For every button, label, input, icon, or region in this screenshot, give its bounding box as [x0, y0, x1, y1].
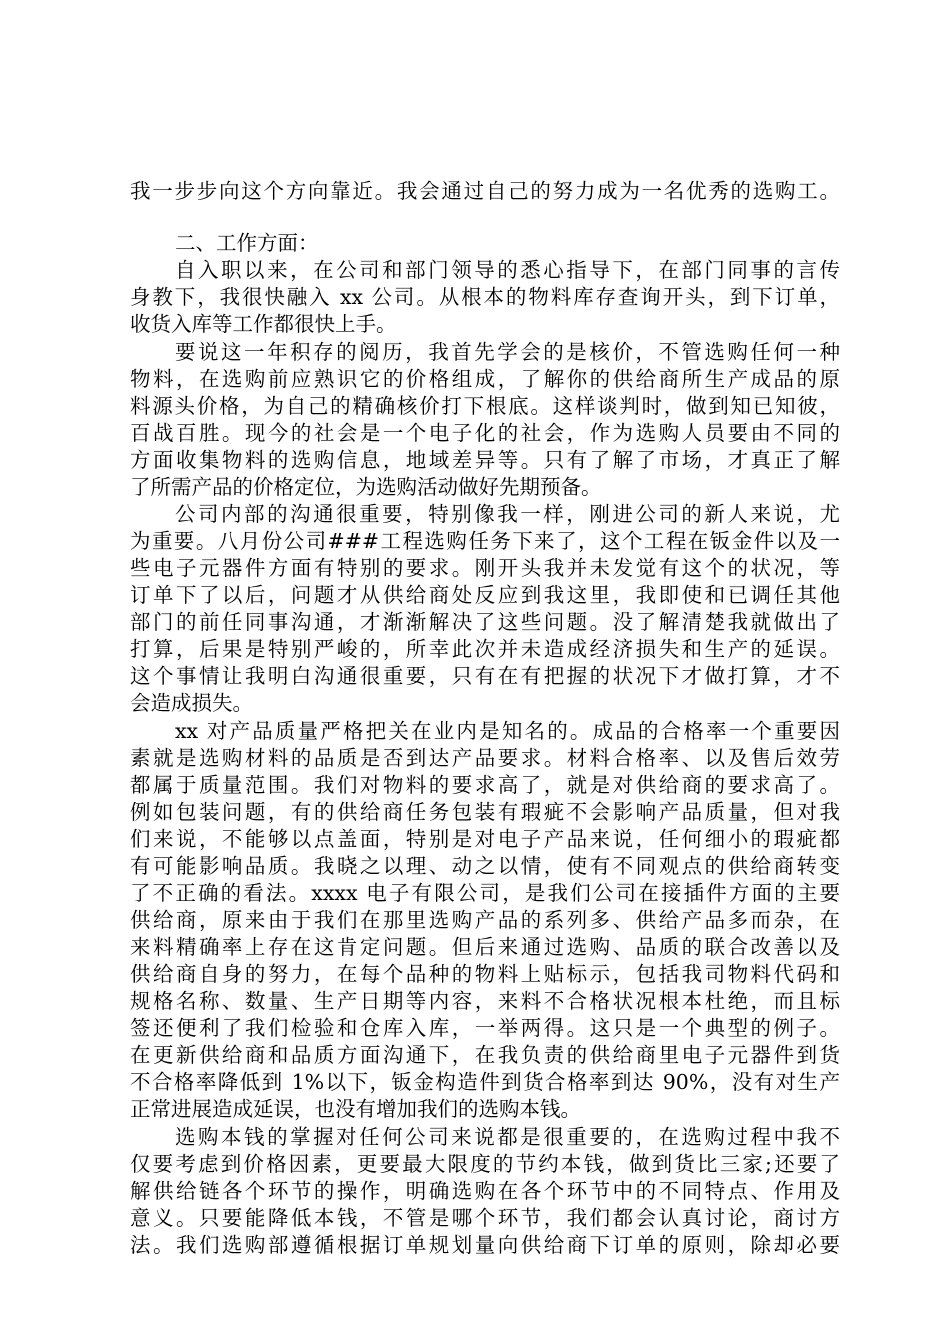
body-line: 来料精确率上存在这肯定问题。但后来通过选购、品质的联合改善以及: [130, 935, 840, 959]
paragraph-first-line: 选购本钱的掌握对任何公司来说都是很重要的，在选购过程中我不: [175, 1125, 840, 1149]
body-line: 正常进展造成延误，也没有增加我们的选购本钱。: [130, 1097, 581, 1121]
body-line: 意义。只要能降低本钱，不管是哪个环节，我们都会认真讨论，商讨方: [130, 1206, 840, 1230]
body-line: 订单下了以后，问题才从供给商处反应到我这里，我即使和已调任其他: [130, 583, 840, 607]
body-line: 都属于质量范围。我们对物料的要求高了，就是对供给商的要求高了。: [130, 773, 840, 797]
body-line: 法。我们选购部遵循根据订单规划量向供给商下订单的原则，除却必要: [130, 1233, 840, 1257]
paragraph-first-line: 自入职以来，在公司和部门领导的悉心指导下，在部门同事的言传: [175, 258, 840, 282]
body-line: 为重要。八月份公司###工程选购任务下来了，这个工程在钣金件以及一: [130, 529, 840, 553]
body-line: 我一步步向这个方向靠近。我会通过自己的努力成为一名优秀的选购工。: [130, 179, 840, 203]
body-line: 不合格率降低到 1%以下，钣金构造件到货合格率到达 90%，没有对生产: [130, 1070, 840, 1094]
body-line: 物料，在选购前应熟识它的价格组成，了解你的供给商所生产成品的原: [130, 367, 840, 391]
body-line: 百战百胜。现今的社会是一个电子化的社会，作为选购人员要由不同的: [130, 421, 840, 445]
body-line: 素就是选购材料的品质是否到达产品要求。材料合格率、以及售后效劳: [130, 746, 840, 770]
body-line: 这个事情让我明白沟通很重要，只有在有把握的状况下才做打算，才不: [130, 664, 840, 688]
body-line: 在更新供给商和品质方面沟通下，在我负责的供给商里电子元器件到货: [130, 1043, 840, 1067]
body-line: 部门的前任同事沟通，才渐渐解决了这些问题。没了解清楚我就做出了: [130, 610, 840, 634]
body-line: 例如包装问题，有的供给商任务包装有瑕疵不会影响产品质量，但对我: [130, 800, 840, 824]
body-line: 方面收集物料的选购信息，地域差异等。只有了解了市场，才真正了解: [130, 448, 840, 472]
body-line: 收货入库等工作都很快上手。: [130, 312, 397, 336]
paragraph-first-line: xx 对产品质量严格把关在业内是知名的。成品的合格率一个重要因: [175, 719, 840, 743]
body-line: 会造成损失。: [130, 691, 253, 715]
body-line: 了所需产品的价格定位，为选购活动做好先期预备。: [130, 475, 602, 499]
body-line: 料源头价格，为自己的精确核价打下根底。这样谈判时，做到知已知彼，: [130, 394, 840, 418]
paragraph-first-line: 要说这一年积存的阅历，我首先学会的是核价，不管选购任何一种: [175, 340, 840, 364]
body-line: 们来说，不能够以点盖面，特别是对电子产品来说，任何细小的瑕疵都: [130, 827, 840, 851]
body-line: 打算，后果是特别严峻的，所幸此次并未造成经济损失和生产的延误。: [130, 637, 840, 661]
body-line: 签还便利了我们检验和仓库入库，一举两得。这只是一个典型的例子。: [130, 1016, 840, 1040]
paragraph-first-line: 公司内部的沟通很重要，特别像我一样，刚进公司的新人来说，尤: [175, 502, 840, 526]
body-line: 供给商，原来由于我们在那里选购产品的系列多、供给产品多而杂，在: [130, 908, 840, 932]
body-line: 了不正确的看法。xxxx 电子有限公司，是我们公司在接插件方面的主要: [130, 881, 840, 905]
body-line: 解供给链各个环节的操作，明确选购在各个环节中的不同特点、作用及: [130, 1179, 840, 1203]
body-line: 仅要考虑到价格因素，更要最大限度的节约本钱，做到货比三家;还要了: [130, 1152, 840, 1176]
body-line: 有可能影响品质。我晓之以理、动之以情，使有不同观点的供给商转变: [130, 854, 840, 878]
body-line: 供给商自身的努力，在每个品种的物料上贴标示，包括我司物料代码和: [130, 962, 840, 986]
body-line: 些电子元器件方面有特别的要求。刚开头我并未发觉有这个的状况，等: [130, 556, 840, 580]
body-line: 身教下，我很快融入 xx 公司。从根本的物料库存查询开头，到下订单，: [130, 285, 840, 309]
section-heading: 二、工作方面：: [175, 231, 319, 255]
body-line: 规格名称、数量、生产日期等内容，来料不合格状况根本杜绝，而且标: [130, 989, 840, 1013]
